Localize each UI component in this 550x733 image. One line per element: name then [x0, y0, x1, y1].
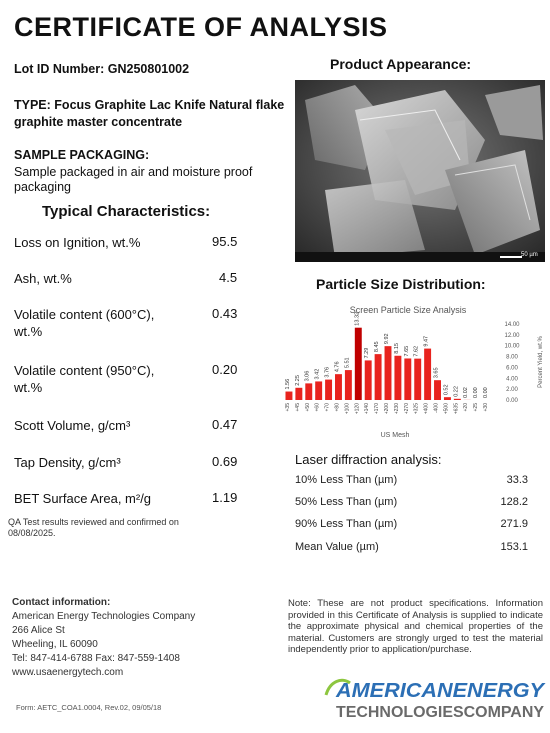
- chart-bar: [365, 360, 372, 400]
- chart-x-tick: +270: [403, 403, 410, 415]
- laser-label: Mean Value (µm): [295, 541, 379, 553]
- svg-text:AMERICANENERGY: AMERICANENERGY: [334, 680, 546, 702]
- chart-y-tick: 12.00: [504, 332, 520, 339]
- chart-svg: [280, 300, 548, 440]
- chart-x-tick: +60: [314, 403, 321, 412]
- chart-x-tick: +200: [384, 403, 390, 415]
- laser-label: 10% Less Than (µm): [295, 474, 398, 486]
- char-label: Ash, wt.%: [14, 271, 72, 286]
- chart-x-tick: +140: [364, 403, 371, 415]
- scale-bar-label: 50 µm: [521, 252, 538, 258]
- chart-data-label: 7.62: [413, 345, 420, 357]
- char-value: 0.20: [212, 362, 238, 377]
- material-type: [14, 97, 294, 131]
- chart-bar: [315, 381, 322, 400]
- chart-data-label: 8.45: [374, 341, 381, 353]
- chart-x-tick: -400: [433, 403, 440, 414]
- particle-size-title: Particle Size Distribution:: [316, 276, 486, 292]
- lot-id-label: Lot ID Number:: [14, 62, 105, 76]
- typical-characteristics-title: Typical Characteristics:: [42, 203, 211, 220]
- laser-label: 50% Less Than (µm): [295, 496, 398, 508]
- chart-bar: [325, 380, 332, 400]
- qa-note: QA Test results reviewed and confirmed on 08/08/2025.: [8, 517, 179, 538]
- chart-bar: [394, 356, 401, 400]
- lot-id: [14, 62, 189, 76]
- chart-bar: [295, 388, 302, 400]
- chart-bar: [434, 380, 441, 400]
- contact-heading: Contact information:: [12, 597, 111, 608]
- laser-value: 128.2: [500, 496, 528, 508]
- chart-x-tick: +20: [463, 403, 470, 412]
- char-value: 1.19: [212, 490, 238, 505]
- chart-data-label: 7.29: [364, 347, 371, 359]
- chart-x-tick: +30: [483, 403, 490, 412]
- chart-data-label: 3.65: [433, 367, 440, 379]
- char-label: Tap Density, g/cm³: [14, 455, 121, 470]
- char-label: Volatile content (950°C), wt.%: [14, 363, 155, 395]
- chart-data-label: 4.76: [334, 361, 341, 373]
- chart-data-label: 9.47: [423, 335, 430, 347]
- chart-y-tick: 10.00: [504, 343, 520, 350]
- page-title: CERTIFICATE OF ANALYSIS: [14, 12, 388, 42]
- chart-bar: [375, 354, 382, 400]
- phone-fax: Tel: 847-414-6788 Fax: 847-559-1408: [12, 653, 180, 664]
- chart-bar: [414, 359, 421, 400]
- chart-x-tick: +500: [443, 403, 450, 415]
- city-address: Wheeling, IL 60090: [12, 639, 98, 650]
- char-value: 95.5: [212, 234, 238, 249]
- packaging-heading: SAMPLE PACKAGING:: [14, 148, 150, 162]
- website-link[interactable]: www.usaenergytech.com: [12, 667, 124, 678]
- chart-data-label: 0.00: [483, 387, 490, 398]
- contact-info: [12, 596, 195, 680]
- chart-x-tick: +635: [453, 403, 460, 415]
- chart-data-label: 9.92: [384, 333, 390, 345]
- char-label: Volatile content (600°C), wt.%: [14, 307, 155, 339]
- chart-bar: [355, 328, 362, 400]
- chart-data-label: 0.22: [453, 386, 460, 397]
- chart-x-tick: +25: [473, 403, 480, 412]
- char-label: Scott Volume, g/cm³: [14, 418, 131, 433]
- char-value: 0.43: [212, 306, 238, 321]
- chart-bar: [335, 374, 342, 400]
- packaging-text: Sample packaged in air and moisture proof packaging: [14, 165, 253, 194]
- chart-bar: [305, 383, 312, 400]
- type-value: Focus Graphite Lac Knife Natural flake graphite master concentrate: [14, 98, 285, 129]
- chart-bar: [285, 392, 292, 400]
- chart-data-label: 1.56: [284, 378, 291, 390]
- company-name: American Energy Technologies Company: [12, 611, 196, 622]
- type-label: TYPE:: [14, 98, 51, 112]
- chart-x-tick: +325: [413, 403, 420, 415]
- chart-data-label: 2.25: [294, 375, 301, 386]
- chart-y-tick: 2.00: [506, 387, 518, 394]
- laser-diffraction-title: Laser diffraction analysis:: [295, 452, 442, 467]
- chart-y-tick: 8.00: [506, 354, 518, 361]
- chart-y-axis-label: Percent Yield, wt.%: [538, 336, 544, 388]
- company-logo: [322, 673, 548, 723]
- char-value: 0.69: [212, 454, 238, 469]
- chart-data-label: 0.02: [463, 387, 470, 398]
- chart-x-tick: +45: [294, 403, 301, 412]
- particle-size-chart: [280, 300, 548, 440]
- chart-bar: [385, 346, 392, 400]
- chart-x-tick: +230: [393, 403, 400, 415]
- chart-x-tick: +400: [423, 403, 430, 415]
- chart-data-label: 7.65: [403, 345, 410, 357]
- laser-value: 271.9: [500, 518, 528, 530]
- chart-title: Screen Particle Size Analysis: [349, 305, 467, 315]
- chart-bar: [424, 349, 431, 400]
- chart-x-tick: +35: [284, 403, 291, 412]
- laser-label: 90% Less Than (µm): [295, 518, 398, 530]
- chart-data-label: 3.76: [324, 366, 331, 378]
- chart-data-label: 0.52: [443, 384, 450, 396]
- chart-data-label: 3.42: [314, 368, 321, 380]
- chart-data-label: 8.15: [393, 343, 400, 354]
- char-value: 0.47: [212, 417, 238, 432]
- product-appearance-title: Product Appearance:: [330, 56, 472, 72]
- chart-data-label: 0.00: [473, 387, 480, 398]
- char-label: Loss on Ignition, wt.%: [14, 235, 141, 250]
- chart-y-tick: 4.00: [506, 376, 518, 383]
- disclaimer-note: Note: These are not product specifications. Information provided in this Certificate of Analysis is supplied to indicate the approximate physical and chemical properties of the material. Customers are strongly urged to test the material independently prior to application/purchase.: [288, 598, 543, 655]
- chart-bar: [345, 370, 352, 400]
- laser-value: 33.3: [506, 474, 528, 486]
- chart-x-tick: +80: [334, 403, 341, 412]
- chart-bar: [404, 358, 411, 400]
- chart-x-tick: +100: [344, 403, 351, 415]
- chart-x-tick: +70: [324, 403, 331, 412]
- chart-data-label: 5.51: [344, 357, 351, 369]
- chart-y-tick: 14.00: [504, 322, 520, 328]
- chart-y-tick: 6.00: [506, 365, 518, 372]
- chart-data-label: 3.06: [304, 370, 311, 382]
- chart-x-tick: +50: [304, 403, 311, 412]
- form-id: Form: AETC_COA1.0004, Rev.02, 09/05/18: [16, 703, 162, 712]
- chart-x-tick: +170: [374, 403, 381, 415]
- chart-y-tick: 0.00: [506, 398, 518, 404]
- chart-bar: [444, 397, 451, 400]
- sem-micrograph: [295, 80, 545, 262]
- char-value: 4.5: [219, 270, 238, 285]
- lot-id-value: GN250801002: [107, 62, 190, 76]
- char-label: BET Surface Area, m²/g: [14, 491, 152, 506]
- chart-x-tick: +120: [354, 403, 361, 415]
- svg-text:TECHNOLOGIESCOMPANY: TECHNOLOGIESCOMPANY: [336, 704, 545, 721]
- street-address: 266 Alice St: [12, 625, 65, 636]
- chart-data-label: 13.32: [354, 311, 361, 326]
- chart-bar: [454, 399, 461, 400]
- chart-x-axis-label: US Mesh: [380, 432, 410, 439]
- laser-value: 153.1: [500, 541, 528, 553]
